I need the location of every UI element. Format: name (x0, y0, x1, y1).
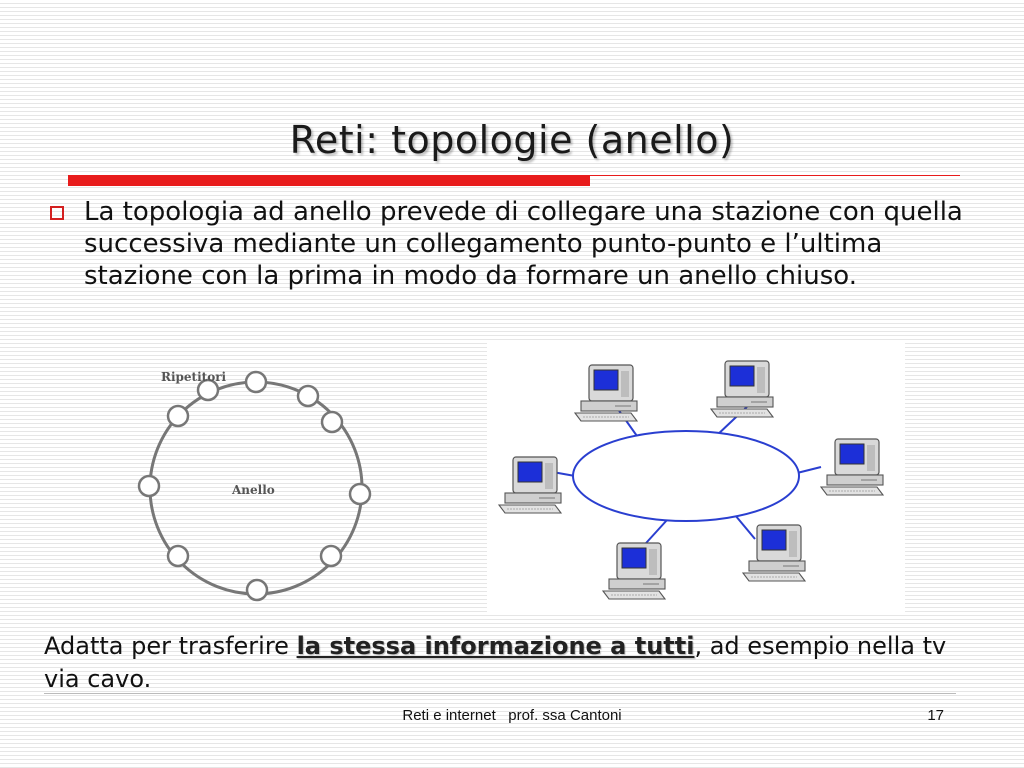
footer-course: Reti e internet prof. ssa Cantoni (402, 707, 622, 724)
repeater-node (168, 546, 188, 566)
bottom-note-emphasis: la stessa informazione a tutti (296, 632, 695, 660)
network-link (735, 515, 755, 539)
bottom-note (44, 630, 984, 696)
repeater-node (321, 546, 341, 566)
bullet-paragraph (48, 196, 973, 292)
ring-label: Anello (232, 483, 275, 497)
repeater-node (350, 484, 370, 504)
computer-icon (499, 457, 561, 513)
computer-icon (711, 361, 773, 417)
repeater-node (246, 372, 266, 392)
network-link (715, 403, 751, 437)
repeater-node (168, 406, 188, 426)
bottom-note-end: , ad esempio nella tv via cavo. (44, 632, 947, 693)
footer-divider (44, 693, 956, 694)
computer-icon (743, 525, 805, 581)
bullet-text: La topologia ad anello prevede di collegare una stazione con quella successiva mediante un collegamento punto-punto e l’ultima stazione con la prima in modo da formare un anello chiuso. (84, 197, 963, 291)
slide-title: Reti: topologie (anello) (289, 118, 735, 162)
bottom-note-start: Adatta per trasferire (44, 632, 297, 660)
computer-icon (821, 439, 883, 495)
ring-network-illustration (487, 343, 905, 613)
repeaters-label: Ripetitori (161, 370, 227, 384)
repeater-node (247, 580, 267, 600)
title-underline-line (590, 175, 960, 176)
title-underline-bar (68, 175, 590, 186)
computer-icon (603, 543, 665, 599)
ring-ellipse (573, 431, 799, 521)
page-number: 17 (927, 707, 944, 724)
ring-diagram (128, 360, 388, 610)
square-bullet-icon (50, 206, 64, 220)
repeater-node (139, 476, 159, 496)
network-link (797, 467, 821, 473)
computer-icon (575, 365, 637, 421)
repeater-node (298, 386, 318, 406)
repeater-node (322, 412, 342, 432)
